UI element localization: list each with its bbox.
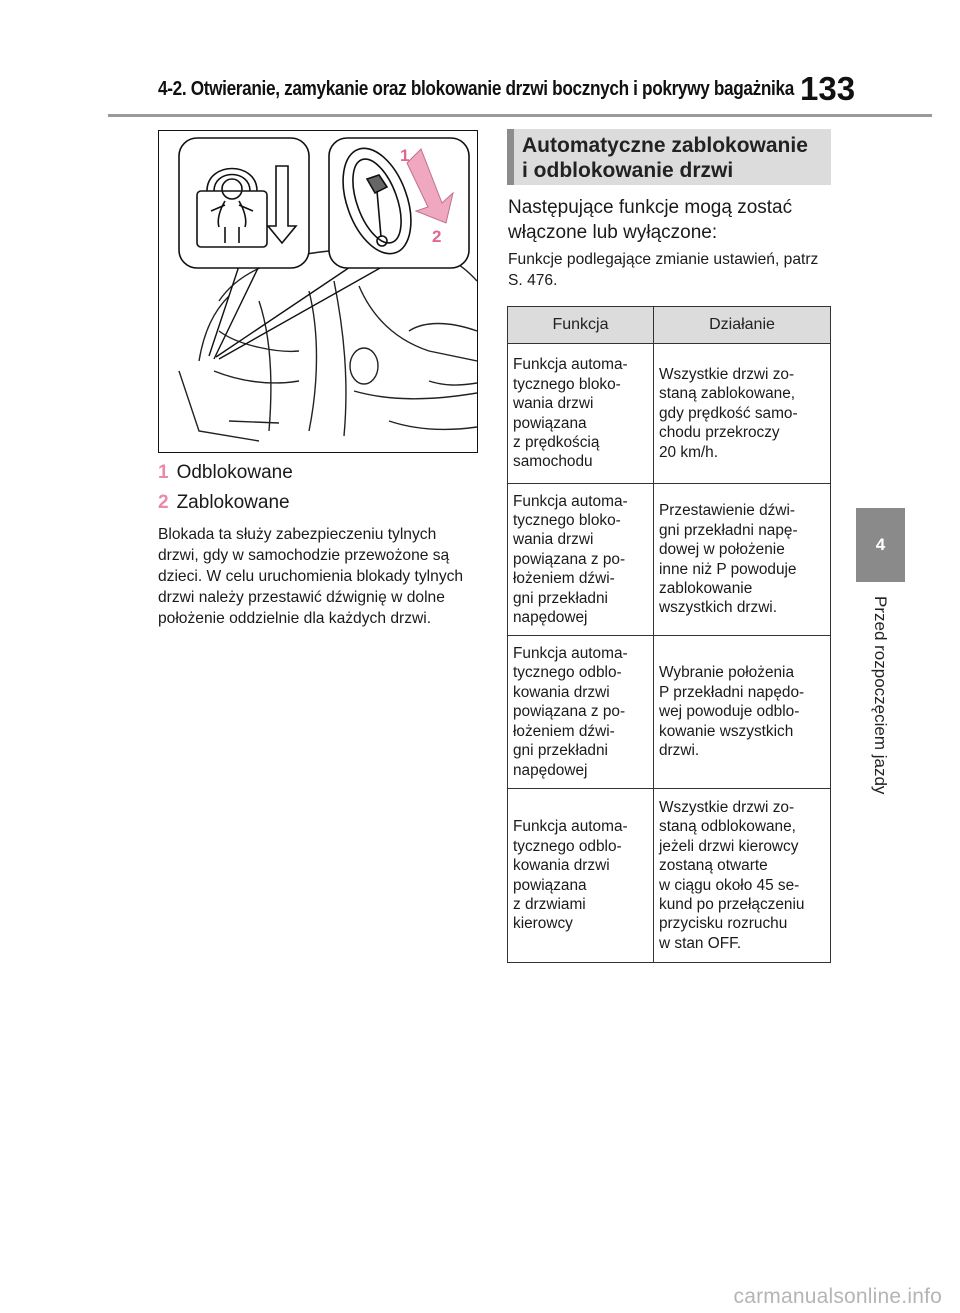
cell-line: staną zablokowane, (659, 385, 796, 403)
cell-line: Funkcja automa- (513, 356, 628, 374)
cell-function (508, 636, 654, 789)
cell-line: Funkcja automa- (513, 645, 628, 663)
section-heading-line-1: Automatyczne zablokowanie (522, 134, 808, 157)
cell-line: Wszystkie drzwi zo- (659, 365, 795, 383)
cell-line: napędowej (513, 761, 588, 779)
cell-line: łożeniem dźwi- (513, 570, 615, 588)
label-2: 2 (432, 227, 442, 246)
cell-line: łożeniem dźwi- (513, 722, 615, 740)
cell-line: powiązana (513, 414, 587, 432)
column-header-action: Działanie (654, 307, 831, 344)
cell-line: tycznego bloko- (513, 511, 621, 529)
cell-line: powiązana z po- (513, 703, 626, 721)
section-intro: Następujące funkcje mogą zostać włączone lub wyłączone: (508, 197, 793, 243)
cell-line: zostaną otwarte (659, 857, 768, 875)
table-row (508, 636, 831, 789)
cell-line: zablokowanie (659, 579, 753, 597)
function-table (507, 306, 831, 963)
cell-line: Przestawienie dźwi- (659, 502, 795, 520)
cell-line: P przekładni napędo- (659, 683, 805, 701)
cell-line: Wybranie położenia (659, 664, 795, 682)
cell-function (508, 789, 654, 963)
cell-line: kowania drzwi (513, 683, 610, 701)
cell-action (654, 484, 831, 636)
callout-number: 1 (158, 462, 169, 483)
cell-line: samochodu (513, 453, 593, 471)
column-header-function: Funkcja (508, 307, 654, 344)
table-row (508, 344, 831, 484)
cell-line: tycznego odblo- (513, 664, 622, 682)
callout-locked (158, 492, 290, 514)
section-note: Funkcje podlegające zmianie ustawień, patrz S. 476. (508, 251, 819, 289)
cell-line: Funkcja automa- (513, 492, 628, 510)
cell-line: w ciągu około 45 se- (659, 876, 800, 894)
cell-line: 20 km/h. (659, 443, 719, 461)
cell-line: inne niż P powoduje (659, 560, 797, 578)
cell-line: powiązana z po- (513, 550, 626, 568)
callout-unlocked (158, 462, 293, 484)
cell-line: gdy prędkość samo- (659, 404, 798, 422)
cell-line: wej powoduje odblo- (659, 703, 800, 721)
callout-text: Zablokowane (176, 492, 290, 513)
chapter-tab (856, 508, 905, 582)
child-lock-illustration (158, 130, 478, 453)
car-door-drawing (159, 131, 477, 452)
cell-line: napędowej (513, 609, 588, 627)
cell-line: wszystkich drzwi. (659, 599, 778, 617)
section-title: 4-2. Otwieranie, zamykanie oraz blokowanie drzwi bocznych i pokrywy bagażnika (158, 78, 794, 100)
cell-line: gni przekładni napę- (659, 521, 798, 539)
page-number: 133 (800, 70, 856, 107)
cell-line: Funkcja automa- (513, 818, 628, 836)
watermark: carmanualsonline.info (733, 1285, 942, 1308)
cell-line: kund po przełączeniu (659, 895, 805, 913)
section-heading (507, 129, 831, 185)
cell-line: z drzwiami (513, 895, 586, 913)
label-1: 1 (400, 146, 410, 165)
cell-line: wania drzwi (513, 395, 594, 413)
cell-line: jeżeli drzwi kierowcy (659, 837, 799, 855)
header-divider (108, 114, 932, 117)
cell-line: chodu przekroczy (659, 424, 780, 442)
cell-line: tycznego bloko- (513, 375, 621, 393)
table-row (508, 789, 831, 963)
cell-action (654, 789, 831, 963)
cell-line: dowej w położenie (659, 541, 785, 559)
cell-line: powiązana (513, 876, 587, 894)
child-lock-description: Blokada ta służy zabezpieczeniu tylnych drzwi, gdy w samochodzie przewożone są dzieci. W celu uruchomienia blokady tylnych drzwi należy przestawić dźwignię w dolne położenie oddzielnie dla każdych drzwi. (158, 526, 464, 627)
cell-line: w stan OFF. (659, 934, 742, 952)
table-row (508, 484, 831, 636)
cell-line: kierowcy (513, 915, 573, 933)
cell-line: gni przekładni (513, 742, 608, 760)
cell-action (654, 344, 831, 484)
cell-action (654, 636, 831, 789)
chapter-number: 4 (875, 535, 886, 554)
cell-line: staną odblokowane, (659, 818, 796, 836)
section-heading-line-2: i odblokowanie drzwi (522, 159, 734, 182)
cell-line: tycznego odblo- (513, 837, 622, 855)
cell-line: kowania drzwi (513, 857, 610, 875)
cell-line: Wszystkie drzwi zo- (659, 798, 795, 816)
cell-line: przycisku rozruchu (659, 915, 788, 933)
callout-text: Odblokowane (176, 462, 293, 483)
callout-number: 2 (158, 492, 169, 513)
cell-line: drzwi. (659, 742, 700, 760)
cell-line: kowanie wszystkich (659, 722, 794, 740)
chapter-title: Przed rozpoczęciem jazdy (871, 596, 890, 795)
cell-line: wania drzwi (513, 531, 594, 549)
cell-function (508, 484, 654, 636)
cell-line: gni przekładni (513, 589, 608, 607)
cell-function (508, 344, 654, 484)
cell-line: z prędkością (513, 433, 600, 451)
table-body (508, 344, 831, 963)
table-header-row (508, 307, 831, 344)
